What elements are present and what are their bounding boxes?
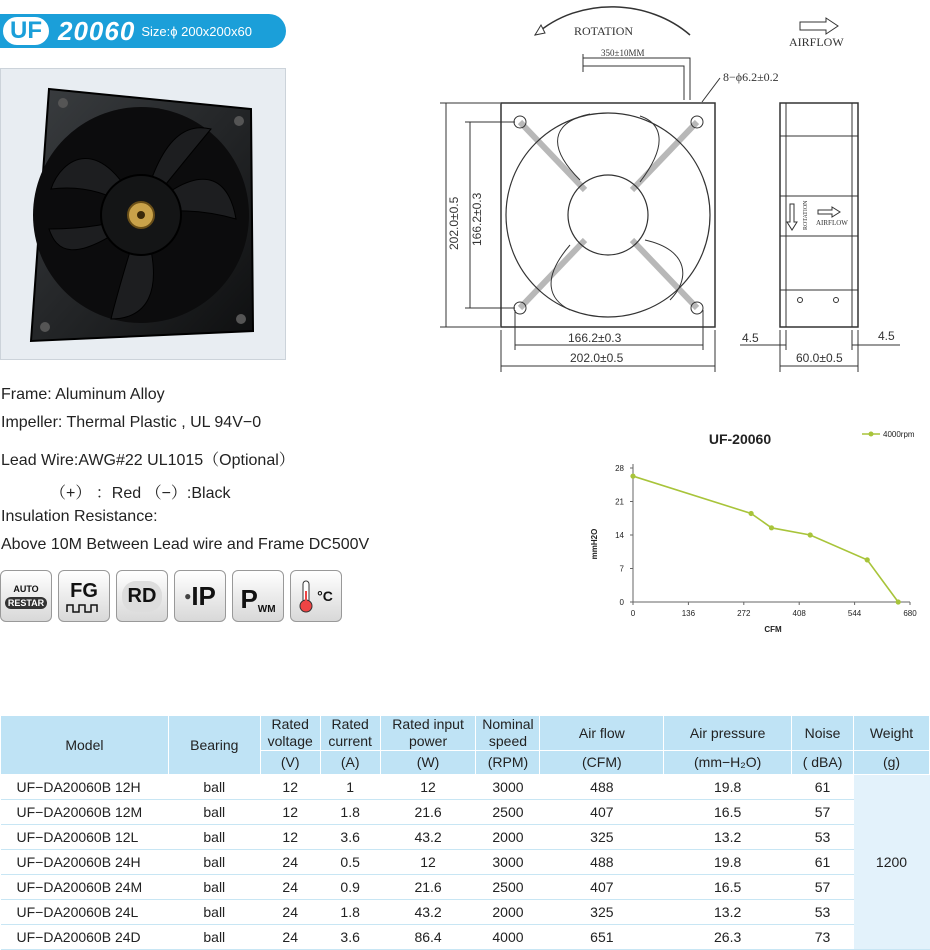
table-row [1, 925, 930, 950]
table-cell: 53 [792, 825, 854, 850]
thermometer-icon [299, 579, 313, 613]
table-cell: 61 [792, 775, 854, 800]
spec-wire-colors: （+） ：Red （−）:Black [50, 485, 231, 502]
header-6: Air flow [540, 716, 664, 751]
rotation-arrow-head [535, 25, 545, 35]
table-cell: 53 [792, 900, 854, 925]
table-cell: 26.3 [664, 925, 792, 950]
table-cell: 19.8 [664, 775, 792, 800]
y-tick-label: 21 [615, 497, 624, 507]
table-cell: 13.2 [664, 900, 792, 925]
data-point [865, 557, 870, 562]
table-cell: 488 [540, 850, 664, 875]
table-cell: UF−DA20060B 24H [1, 850, 169, 875]
header-8: Noise [792, 716, 854, 751]
dim-width-inner: 166.2±0.3 [568, 331, 622, 345]
table-row [1, 825, 930, 850]
auto-restart-icon [0, 570, 52, 622]
table-cell: 61 [792, 850, 854, 875]
weight-cell: 1200 [854, 775, 930, 950]
header-unit-6: (CFM) [540, 751, 664, 775]
table-row [1, 775, 930, 800]
y-tick-label: 0 [619, 598, 624, 607]
ip-rating-icon [174, 570, 226, 622]
spec-insulation-detail: Above 10M Between Lead wire and Frame DC500V [1, 536, 370, 553]
model-badge [0, 14, 286, 48]
table-cell: 325 [540, 900, 664, 925]
y-tick-label: 7 [619, 564, 624, 574]
spec-frame: Frame: Aluminum Alloy [1, 386, 165, 403]
side-view-frame [780, 103, 858, 327]
product-photo [0, 68, 286, 360]
table-cell: 24 [260, 850, 320, 875]
performance-chart [570, 420, 930, 640]
airflow-arrow [800, 18, 838, 34]
table-cell: ball [168, 875, 260, 900]
pulse-wave-icon [66, 603, 102, 613]
table-cell: 43.2 [380, 900, 476, 925]
table-cell: 3.6 [320, 825, 380, 850]
fg-signal-icon [58, 570, 110, 622]
dim-depth: 60.0±0.5 [796, 351, 843, 365]
table-cell: 16.5 [664, 800, 792, 825]
legend-label: 4000rpm [883, 430, 915, 439]
chart-ylabel: mmH2O [590, 528, 599, 560]
data-point [630, 474, 635, 479]
chart-axes [633, 464, 910, 602]
data-point [749, 511, 754, 516]
header-unit-7: (mm−H₂O) [664, 751, 792, 775]
technical-drawing [420, 0, 930, 380]
table-row [1, 800, 930, 825]
legend-marker [869, 432, 874, 437]
chart-xlabel: CFM [764, 625, 782, 634]
spec-insulation: Insulation Resistance: [1, 508, 158, 525]
table-cell: 13.2 [664, 825, 792, 850]
spec-lead-wire: Lead Wire:AWG#22 UL1015（Optional） [1, 452, 295, 469]
header-4: Rated input power [380, 716, 476, 751]
brand-logo: UF [0, 14, 52, 48]
auto-restart-bottom: RESTAR [5, 597, 47, 609]
table-cell: 24 [260, 875, 320, 900]
table-cell: ball [168, 900, 260, 925]
table-row [1, 850, 930, 875]
x-tick-label: 408 [792, 609, 806, 618]
table-cell: 19.8 [664, 850, 792, 875]
pwm-control-icon [232, 570, 284, 622]
ip-label: IP [191, 580, 216, 611]
chart-ticks [615, 464, 917, 618]
header-2: Rated voltage [260, 716, 320, 751]
table-cell: 2500 [476, 875, 540, 900]
dim-height-inner: 166.2±0.3 [470, 192, 484, 246]
side-rotation-label: ROTATION [803, 200, 809, 230]
header-unit-5: (RPM) [476, 751, 540, 775]
hole-spec-label: 8−ϕ6.2±0.2 [723, 70, 779, 84]
header-7: Air pressure [664, 716, 792, 751]
header-unit-4: (W) [380, 751, 476, 775]
table-cell: 0.5 [320, 850, 380, 875]
airflow-label: AIRFLOW [789, 35, 844, 49]
table-cell: UF−DA20060B 24M [1, 875, 169, 900]
feature-icons [0, 570, 342, 622]
table-cell: ball [168, 825, 260, 850]
table-cell: 24 [260, 900, 320, 925]
table-cell: 21.6 [380, 875, 476, 900]
table-cell: 12 [260, 800, 320, 825]
header-3: Rated current [320, 716, 380, 751]
table-cell: UF−DA20060B 24L [1, 900, 169, 925]
header-unit-2: (V) [260, 751, 320, 775]
table-cell: 3.6 [320, 925, 380, 950]
table-cell: 73 [792, 925, 854, 950]
table-cell: 1 [320, 775, 380, 800]
rd-label: RD [122, 581, 163, 612]
table-cell: 12 [380, 850, 476, 875]
header-unit-3: (A) [320, 751, 380, 775]
x-tick-label: 680 [903, 609, 917, 618]
data-point [808, 532, 813, 537]
table-cell: 407 [540, 800, 664, 825]
header-0: Model [1, 716, 169, 775]
table-header-row [1, 716, 930, 751]
rd-signal-icon [116, 570, 168, 622]
table-cell: 3000 [476, 850, 540, 875]
table-cell: 12 [260, 775, 320, 800]
dim-height-outer: 202.0±0.5 [447, 196, 461, 250]
table-body [1, 775, 930, 950]
table-cell: 325 [540, 825, 664, 850]
table-cell: 57 [792, 800, 854, 825]
table-cell: 407 [540, 875, 664, 900]
table-cell: ball [168, 775, 260, 800]
table-cell: 1.8 [320, 900, 380, 925]
spec-table [0, 715, 930, 950]
auto-restart-top: AUTO [13, 583, 39, 594]
table-cell: ball [168, 800, 260, 825]
y-tick-label: 28 [615, 464, 624, 473]
table-cell: ball [168, 925, 260, 950]
table-cell: UF−DA20060B 12L [1, 825, 169, 850]
x-tick-label: 136 [681, 609, 696, 618]
header-9: Weight [854, 716, 930, 751]
table-row [1, 875, 930, 900]
dim-width-outer: 202.0±0.5 [570, 351, 624, 365]
water-drop-icon: ● [184, 589, 192, 603]
x-tick-label: 544 [847, 609, 862, 618]
temperature-label: °C [317, 588, 333, 604]
dim-side-left: 4.5 [742, 331, 759, 345]
table-cell: 12 [380, 775, 476, 800]
table-cell: 57 [792, 875, 854, 900]
table-cell: UF−DA20060B 24D [1, 925, 169, 950]
chart-plot [630, 474, 900, 605]
fg-label: FG [70, 579, 98, 602]
chart-legend [862, 430, 915, 439]
table-cell: 4000 [476, 925, 540, 950]
table-cell: 86.4 [380, 925, 476, 950]
table-cell: 2500 [476, 800, 540, 825]
performance-chart-svg [570, 420, 930, 640]
header-5: Nominal speed [476, 716, 540, 751]
x-tick-label: 272 [737, 609, 751, 618]
table-cell: 43.2 [380, 825, 476, 850]
table-cell: 3000 [476, 775, 540, 800]
x-tick-label: 0 [630, 609, 636, 618]
fan-photo-illustration [1, 69, 287, 361]
table-row [1, 900, 930, 925]
dim-side-right: 4.5 [878, 329, 895, 343]
table-cell: 488 [540, 775, 664, 800]
table-cell: UF−DA20060B 12M [1, 800, 169, 825]
spec-impeller: Impeller: Thermal Plastic , UL 94V−0 [1, 414, 262, 431]
table-cell: 16.5 [664, 875, 792, 900]
temperature-icon [290, 570, 342, 622]
table-cell: 24 [260, 925, 320, 950]
chart-title: UF-20060 [708, 431, 772, 447]
table-cell: 1.8 [320, 800, 380, 825]
pwm-wm-label: WM [257, 604, 276, 615]
size-label: Size:ϕ 200x200x60 [141, 23, 252, 39]
side-airflow-label: AIRFLOW [816, 219, 848, 227]
table-cell: 2000 [476, 825, 540, 850]
data-point [769, 525, 774, 530]
table-cell: UF−DA20060B 12H [1, 775, 169, 800]
lead-length-label: 350±10MM [601, 48, 645, 58]
table-cell: ball [168, 850, 260, 875]
header-1: Bearing [168, 716, 260, 775]
model-number: 20060 [58, 15, 136, 46]
table-cell: 21.6 [380, 800, 476, 825]
header-unit-9: (g) [854, 751, 930, 775]
table-cell: 0.9 [320, 875, 380, 900]
series-line [633, 476, 898, 602]
table-cell: 651 [540, 925, 664, 950]
table-cell: 2000 [476, 900, 540, 925]
pwm-p-label: P [240, 584, 258, 614]
header-unit-8: ( dBA) [792, 751, 854, 775]
rotation-label: ROTATION [574, 24, 634, 38]
y-tick-label: 14 [615, 531, 624, 540]
table-cell: 12 [260, 825, 320, 850]
data-point [896, 599, 901, 604]
